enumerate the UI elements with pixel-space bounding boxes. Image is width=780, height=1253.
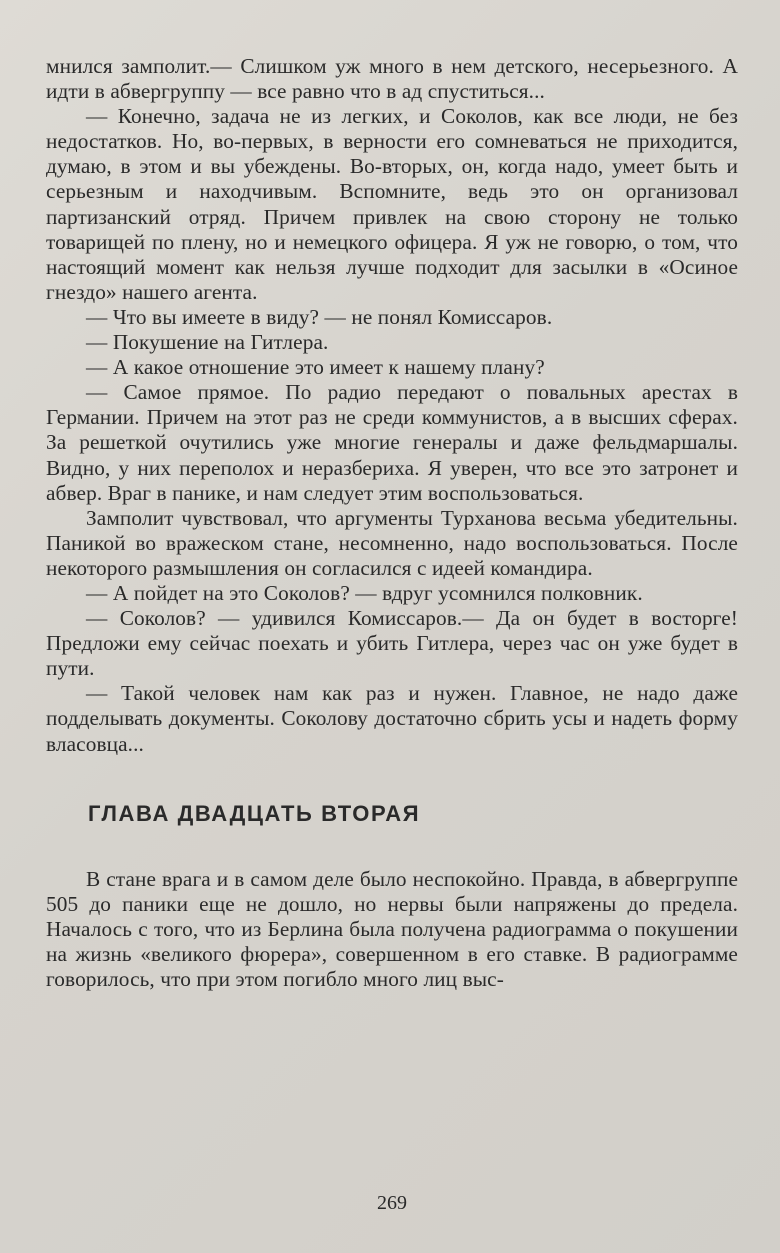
chapter-title: ГЛАВА ДВАДЦАТЬ ВТОРАЯ <box>88 800 421 826</box>
text-block-top <box>46 54 738 757</box>
paragraph: — А пойдет на это Соколов? — вдруг усомнился полковник. <box>86 580 643 605</box>
text-block-chapter <box>46 867 738 992</box>
paragraph: Замполит чувствовал, что аргументы Турханова весьма убедительны. Паникой во вражеском стане, несомненно, надо воспользоваться. После некоторого размышления он согласился с идеей командира. <box>46 505 738 580</box>
paragraph: В стане врага и в самом деле было неспокойно. Правда, в абвергруппе 505 до паники еще не дошло, но нервы были напряжены до предела. Началось с того, что из Берлина была получена радиограмма о покушении на жизнь «великого фюрера», совершенном в его ставке. В радиограмме говорилось, что при этом погибло много лиц выс- <box>46 866 738 991</box>
paragraph: — А какое отношение это имеет к нашему плану? <box>86 355 545 380</box>
paragraph: мнился замполит.— Слишком уж много в нем детского, несерьезного. А идти в абвергруппу — все равно что в ад спуститься... <box>46 54 738 104</box>
paragraph: — Покушение на Гитлера. <box>86 330 329 355</box>
paragraph: — Что вы имеете в виду? — не понял Комиссаров. <box>86 304 553 329</box>
paragraph: — Соколов? — удивился Комиссаров.— Да он будет в восторге! Предложи ему сейчас поехать и убить Гитлера, через час он уже будет в пути. <box>46 606 738 681</box>
paragraph: — Такой человек нам как раз и нужен. Главное, не надо даже подделывать документы. Соколову достаточно сбрить усы и надеть форму власовца... <box>46 681 738 756</box>
paragraph: — Конечно, задача не из легких, и Соколов, как все люди, не без недостатков. Но, во-первых, в верности его сомневаться не приходится, думаю, в этом и вы убеждены. Во-вторых, он, когда надо, умеет быть и серьезным и находчивым. Вспомните, ведь это он организовал партизанский отряд. Причем привлек на свою сторону не только товарищей по плену, но и немецкого офицера. Я уж не говорю, о том, что настоящий момент как нельзя лучше подходит для засылки в «Осиное гнездо» нашего агента. <box>46 104 738 304</box>
book-page <box>46 54 738 1234</box>
paragraph: — Самое прямое. По радио передают о повальных арестах в Германии. Причем на этот раз не среди коммунистов, а в высших сферах. За решеткой очутились уже многие генералы и даже фельдмаршалы. Видно, у них переполох и неразбериха. Я уверен, что все это затронет и абвер. Враг в панике, и нам следует этим воспользоваться. <box>46 380 738 505</box>
page-number: 269 <box>377 1192 407 1214</box>
